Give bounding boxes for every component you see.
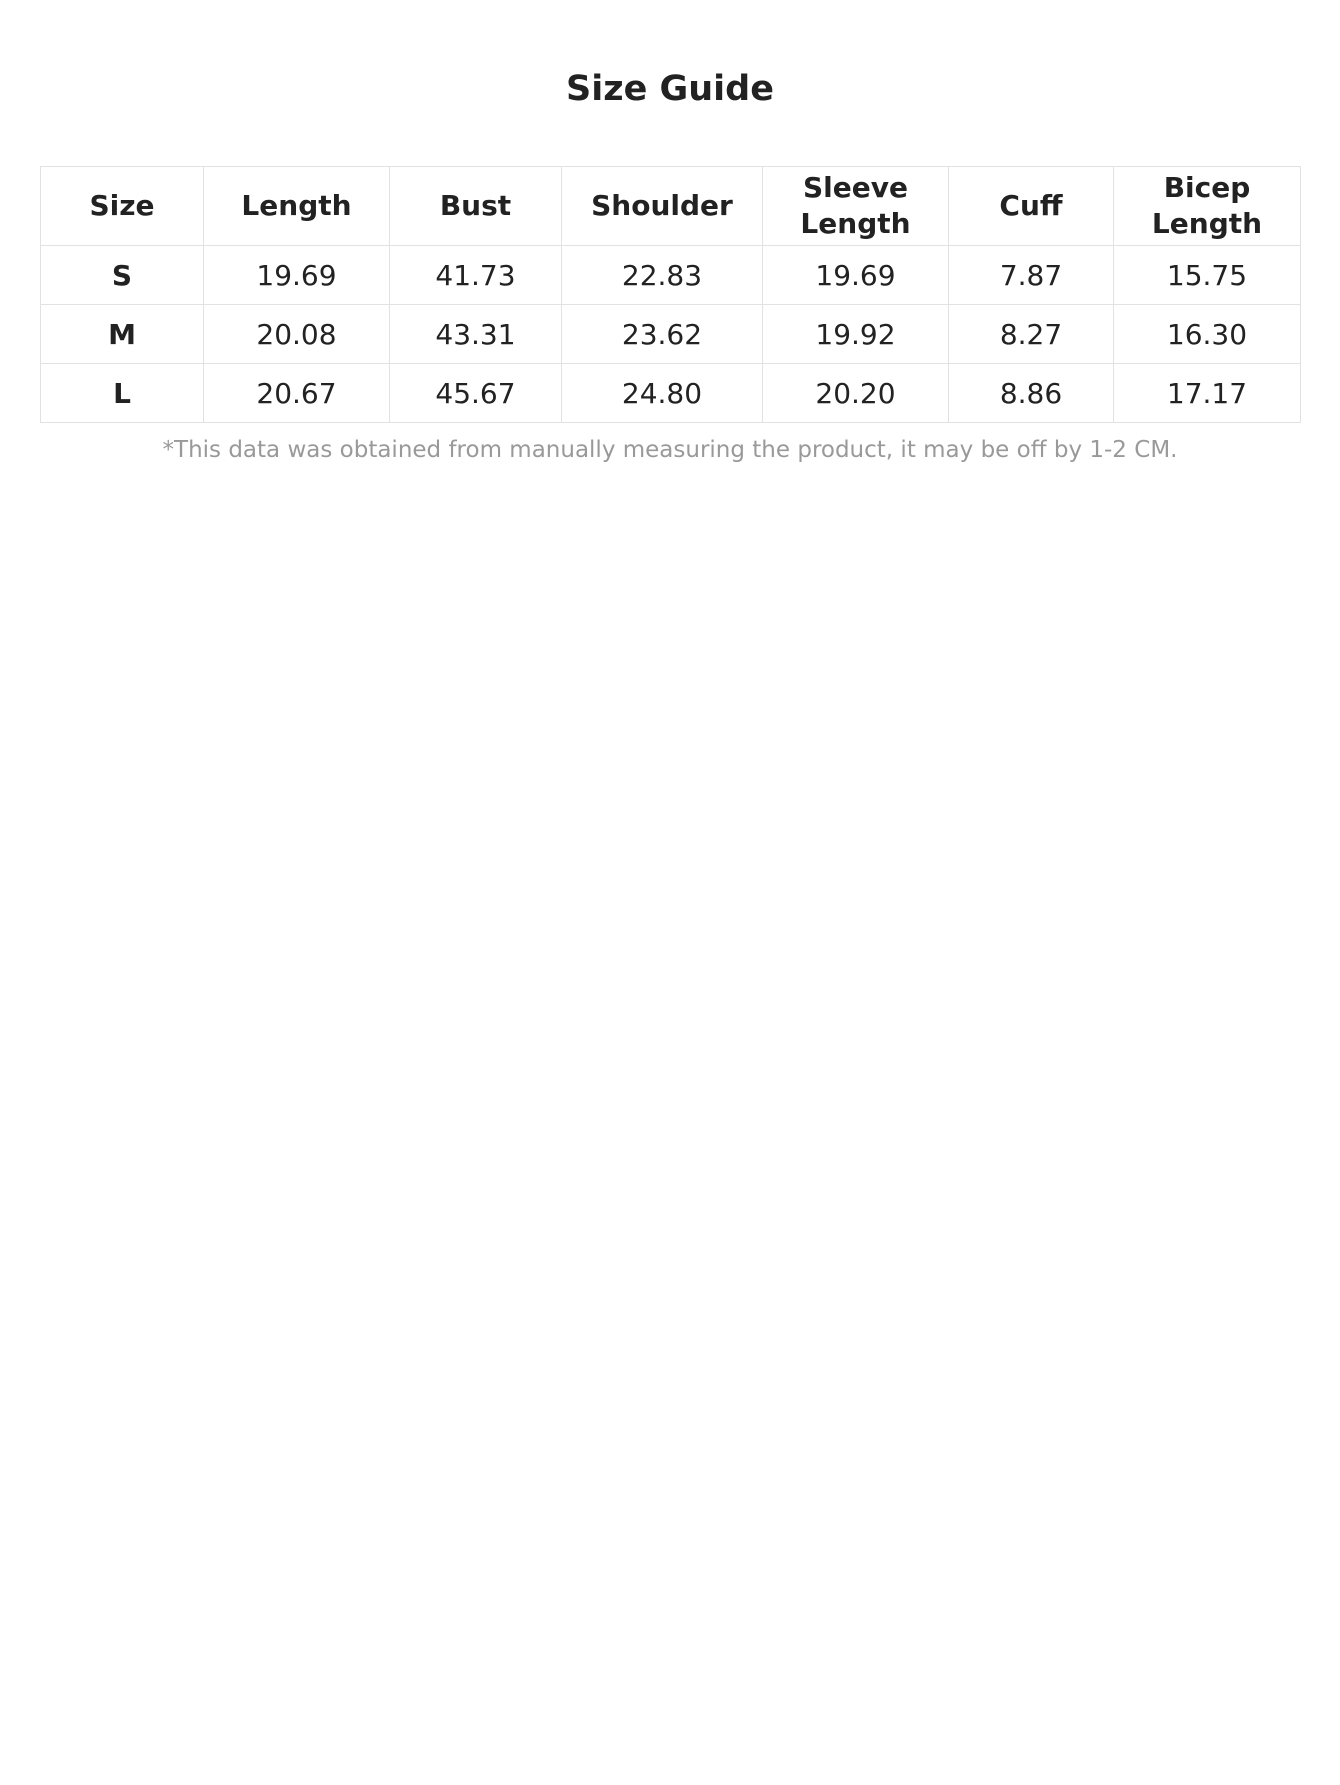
table-cell: 19.69 — [763, 246, 949, 305]
table-cell: 20.08 — [204, 305, 390, 364]
table-cell: 20.20 — [763, 364, 949, 423]
table-cell: 41.73 — [390, 246, 562, 305]
size-cell: L — [41, 364, 204, 423]
table-cell: 15.75 — [1114, 246, 1301, 305]
table-cell: 16.30 — [1114, 305, 1301, 364]
column-header: Sleeve Length — [763, 167, 949, 246]
column-header: Length — [204, 167, 390, 246]
table-cell: 43.31 — [390, 305, 562, 364]
table-cell: 45.67 — [390, 364, 562, 423]
measurement-note: *This data was obtained from manually measuring the product, it may be off by 1-2 CM. — [162, 437, 1178, 463]
table-cell: 22.83 — [562, 246, 763, 305]
table-header-row — [41, 167, 1301, 246]
column-header: Bust — [390, 167, 562, 246]
page-title: Size Guide — [566, 69, 774, 109]
table-cell: 8.27 — [949, 305, 1114, 364]
table-cell: 24.80 — [562, 364, 763, 423]
table-cell: 19.92 — [763, 305, 949, 364]
table-row — [41, 364, 1301, 423]
table-cell: 19.69 — [204, 246, 390, 305]
table-cell: 17.17 — [1114, 364, 1301, 423]
table-cell: 8.86 — [949, 364, 1114, 423]
size-table — [40, 166, 1301, 423]
column-header: Bicep Length — [1114, 167, 1301, 246]
column-header: Cuff — [949, 167, 1114, 246]
column-header: Shoulder — [562, 167, 763, 246]
size-cell: M — [41, 305, 204, 364]
table-row — [41, 246, 1301, 305]
size-cell: S — [41, 246, 204, 305]
table-row — [41, 305, 1301, 364]
column-header: Size — [41, 167, 204, 246]
table-cell: 20.67 — [204, 364, 390, 423]
table-cell: 23.62 — [562, 305, 763, 364]
table-cell: 7.87 — [949, 246, 1114, 305]
